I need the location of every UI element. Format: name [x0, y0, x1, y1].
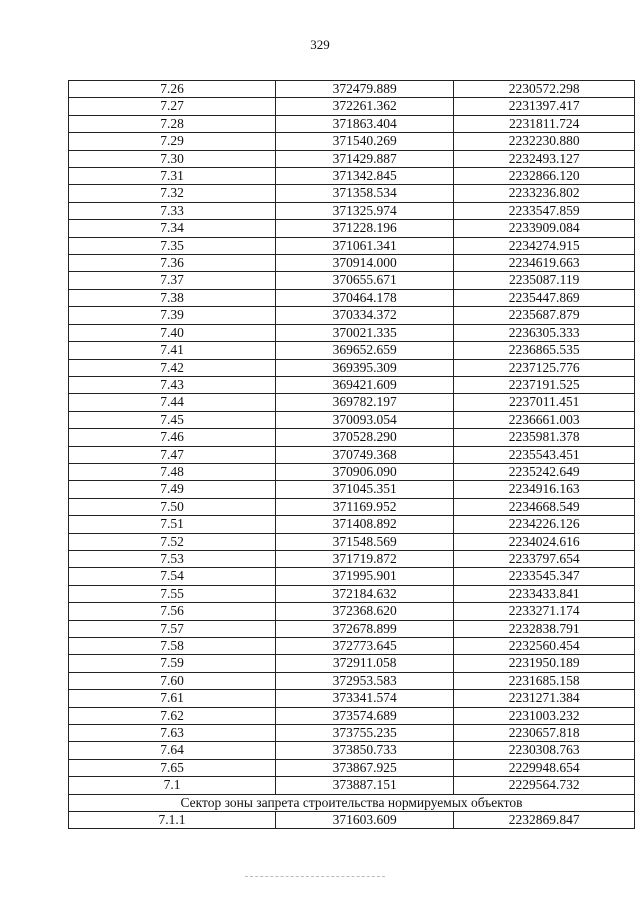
y-coordinate-cell: 2236865.535	[454, 342, 635, 359]
x-coordinate-cell: 371429.887	[276, 150, 454, 167]
y-coordinate-cell: 2233236.802	[454, 185, 635, 202]
point-number-cell: 7.27	[69, 98, 276, 115]
y-coordinate-cell: 2236661.003	[454, 411, 635, 428]
table-row	[69, 446, 635, 463]
y-coordinate-cell: 2233271.174	[454, 603, 635, 620]
x-coordinate-cell: 372479.889	[276, 81, 454, 98]
point-number-cell: 7.54	[69, 568, 276, 585]
table-row	[69, 603, 635, 620]
x-coordinate-cell: 371603.609	[276, 812, 454, 829]
table-row	[69, 376, 635, 393]
y-coordinate-cell: 2233797.654	[454, 550, 635, 567]
point-number-cell: 7.31	[69, 168, 276, 185]
point-number-cell: 7.45	[69, 411, 276, 428]
point-number-cell: 7.46	[69, 429, 276, 446]
point-number-cell: 7.56	[69, 603, 276, 620]
y-coordinate-cell: 2234274.915	[454, 237, 635, 254]
x-coordinate-cell: 372261.362	[276, 98, 454, 115]
x-coordinate-cell: 371863.404	[276, 115, 454, 132]
x-coordinate-cell: 372953.583	[276, 672, 454, 689]
point-number-cell: 7.55	[69, 585, 276, 602]
x-coordinate-cell: 373755.235	[276, 725, 454, 742]
point-number-cell: 7.52	[69, 533, 276, 550]
y-coordinate-cell: 2235543.451	[454, 446, 635, 463]
footer-divider	[245, 876, 385, 877]
x-coordinate-cell: 372368.620	[276, 603, 454, 620]
table-row	[69, 98, 635, 115]
y-coordinate-cell: 2229564.732	[454, 777, 635, 794]
point-number-cell: 7.26	[69, 81, 276, 98]
table-row	[69, 81, 635, 98]
point-number-cell: 7.60	[69, 672, 276, 689]
x-coordinate-cell: 370464.178	[276, 289, 454, 306]
y-coordinate-cell: 2232866.120	[454, 168, 635, 185]
y-coordinate-cell: 2234619.663	[454, 255, 635, 272]
x-coordinate-cell: 371719.872	[276, 550, 454, 567]
y-coordinate-cell: 2236305.333	[454, 324, 635, 341]
table-row	[69, 394, 635, 411]
y-coordinate-cell: 2235087.119	[454, 272, 635, 289]
table-row	[69, 255, 635, 272]
y-coordinate-cell: 2231685.158	[454, 672, 635, 689]
y-coordinate-cell: 2235687.879	[454, 307, 635, 324]
x-coordinate-cell: 372184.632	[276, 585, 454, 602]
point-number-cell: 7.39	[69, 307, 276, 324]
point-number-cell: 7.49	[69, 481, 276, 498]
y-coordinate-cell: 2232869.847	[454, 812, 635, 829]
point-number-cell: 7.62	[69, 707, 276, 724]
x-coordinate-cell: 371342.845	[276, 168, 454, 185]
y-coordinate-cell: 2233909.084	[454, 220, 635, 237]
y-coordinate-cell: 2234668.549	[454, 498, 635, 515]
y-coordinate-cell: 2232838.791	[454, 620, 635, 637]
x-coordinate-cell: 370655.671	[276, 272, 454, 289]
point-number-cell: 7.34	[69, 220, 276, 237]
y-coordinate-cell: 2235242.649	[454, 463, 635, 480]
y-coordinate-cell: 2233433.841	[454, 585, 635, 602]
point-number-cell: 7.41	[69, 342, 276, 359]
x-coordinate-cell: 369421.609	[276, 376, 454, 393]
point-number-cell: 7.48	[69, 463, 276, 480]
table-row	[69, 516, 635, 533]
x-coordinate-cell: 370093.054	[276, 411, 454, 428]
table-row	[69, 168, 635, 185]
x-coordinate-cell: 371995.901	[276, 568, 454, 585]
table-row	[69, 725, 635, 742]
x-coordinate-cell: 371408.892	[276, 516, 454, 533]
point-number-cell: 7.42	[69, 359, 276, 376]
y-coordinate-cell: 2237191.525	[454, 376, 635, 393]
table-row	[69, 777, 635, 794]
table-row	[69, 115, 635, 132]
y-coordinate-cell: 2231950.189	[454, 655, 635, 672]
point-number-cell: 7.36	[69, 255, 276, 272]
point-number-cell: 7.38	[69, 289, 276, 306]
point-number-cell: 7.43	[69, 376, 276, 393]
table-row	[69, 759, 635, 776]
point-number-cell: 7.28	[69, 115, 276, 132]
x-coordinate-cell: 369782.197	[276, 394, 454, 411]
table-row	[69, 812, 635, 829]
x-coordinate-cell: 372678.899	[276, 620, 454, 637]
table-row	[69, 429, 635, 446]
table-row	[69, 202, 635, 219]
y-coordinate-cell: 2233545.347	[454, 568, 635, 585]
y-coordinate-cell: 2234226.126	[454, 516, 635, 533]
table-row	[69, 655, 635, 672]
x-coordinate-cell: 371548.569	[276, 533, 454, 550]
y-coordinate-cell: 2230657.818	[454, 725, 635, 742]
table-row	[69, 150, 635, 167]
table-row	[69, 307, 635, 324]
table-row	[69, 359, 635, 376]
x-coordinate-cell: 371228.196	[276, 220, 454, 237]
x-coordinate-cell: 372911.058	[276, 655, 454, 672]
point-number-cell: 7.47	[69, 446, 276, 463]
y-coordinate-cell: 2237011.451	[454, 394, 635, 411]
table-row	[69, 185, 635, 202]
x-coordinate-cell: 372773.645	[276, 638, 454, 655]
point-number-cell: 7.50	[69, 498, 276, 515]
table-row	[69, 550, 635, 567]
x-coordinate-cell: 373850.733	[276, 742, 454, 759]
point-number-cell: 7.65	[69, 759, 276, 776]
table-row	[69, 672, 635, 689]
section-heading-row	[69, 794, 635, 811]
table-row	[69, 289, 635, 306]
point-number-cell: 7.64	[69, 742, 276, 759]
y-coordinate-cell: 2230308.763	[454, 742, 635, 759]
y-coordinate-cell: 2231003.232	[454, 707, 635, 724]
point-number-cell: 7.53	[69, 550, 276, 567]
x-coordinate-cell: 370906.090	[276, 463, 454, 480]
point-number-cell: 7.58	[69, 638, 276, 655]
table-row	[69, 411, 635, 428]
table-row	[69, 568, 635, 585]
point-number-cell: 7.51	[69, 516, 276, 533]
x-coordinate-cell: 371540.269	[276, 133, 454, 150]
table-row	[69, 481, 635, 498]
table-row	[69, 620, 635, 637]
point-number-cell: 7.29	[69, 133, 276, 150]
x-coordinate-cell: 373867.925	[276, 759, 454, 776]
table-row	[69, 498, 635, 515]
table-row	[69, 220, 635, 237]
point-number-cell: 7.33	[69, 202, 276, 219]
y-coordinate-cell: 2237125.776	[454, 359, 635, 376]
y-coordinate-cell: 2235447.869	[454, 289, 635, 306]
x-coordinate-cell: 370749.368	[276, 446, 454, 463]
section-heading: Сектор зоны запрета строительства нормируемых объектов	[69, 794, 635, 811]
point-number-cell: 7.1	[69, 777, 276, 794]
point-number-cell: 7.63	[69, 725, 276, 742]
y-coordinate-cell: 2234024.616	[454, 533, 635, 550]
x-coordinate-cell: 371325.974	[276, 202, 454, 219]
table-row	[69, 463, 635, 480]
y-coordinate-cell: 2232560.454	[454, 638, 635, 655]
x-coordinate-cell: 370021.335	[276, 324, 454, 341]
x-coordinate-cell: 373887.151	[276, 777, 454, 794]
x-coordinate-cell: 370528.290	[276, 429, 454, 446]
table-row	[69, 585, 635, 602]
table-row	[69, 638, 635, 655]
table-row	[69, 324, 635, 341]
x-coordinate-cell: 371061.341	[276, 237, 454, 254]
x-coordinate-cell: 371358.534	[276, 185, 454, 202]
y-coordinate-cell: 2230572.298	[454, 81, 635, 98]
table-row	[69, 533, 635, 550]
x-coordinate-cell: 373341.574	[276, 690, 454, 707]
point-number-cell: 7.59	[69, 655, 276, 672]
y-coordinate-cell: 2231271.384	[454, 690, 635, 707]
x-coordinate-cell: 369395.309	[276, 359, 454, 376]
coordinates-table	[68, 80, 635, 829]
x-coordinate-cell: 369652.659	[276, 342, 454, 359]
y-coordinate-cell: 2235981.378	[454, 429, 635, 446]
table-row	[69, 133, 635, 150]
y-coordinate-cell: 2232230.880	[454, 133, 635, 150]
table-row	[69, 272, 635, 289]
x-coordinate-cell: 371169.952	[276, 498, 454, 515]
x-coordinate-cell: 370914.000	[276, 255, 454, 272]
coordinates-table-body	[69, 81, 635, 829]
table-row	[69, 742, 635, 759]
table-row	[69, 237, 635, 254]
y-coordinate-cell: 2231397.417	[454, 98, 635, 115]
y-coordinate-cell: 2231811.724	[454, 115, 635, 132]
point-number-cell: 7.37	[69, 272, 276, 289]
x-coordinate-cell: 371045.351	[276, 481, 454, 498]
point-number-cell: 7.35	[69, 237, 276, 254]
point-number-cell: 7.57	[69, 620, 276, 637]
y-coordinate-cell: 2234916.163	[454, 481, 635, 498]
point-number-cell: 7.32	[69, 185, 276, 202]
y-coordinate-cell: 2233547.859	[454, 202, 635, 219]
point-number-cell: 7.61	[69, 690, 276, 707]
x-coordinate-cell: 373574.689	[276, 707, 454, 724]
x-coordinate-cell: 370334.372	[276, 307, 454, 324]
point-number-cell: 7.44	[69, 394, 276, 411]
page-number: 329	[310, 37, 330, 52]
table-row	[69, 707, 635, 724]
point-number-cell: 7.30	[69, 150, 276, 167]
point-number-cell: 7.40	[69, 324, 276, 341]
y-coordinate-cell: 2232493.127	[454, 150, 635, 167]
table-row	[69, 690, 635, 707]
y-coordinate-cell: 2229948.654	[454, 759, 635, 776]
table-row	[69, 342, 635, 359]
point-number-cell: 7.1.1	[69, 812, 276, 829]
